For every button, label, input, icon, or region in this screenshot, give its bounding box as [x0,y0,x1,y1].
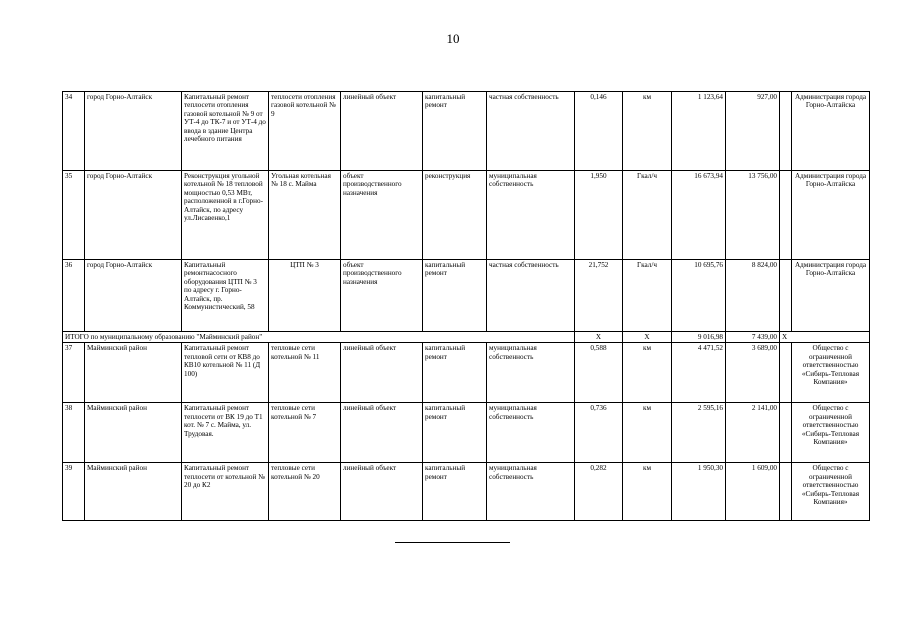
row-number: 35 [63,171,85,260]
table-row [63,343,870,403]
municipality-cell: город Горно-Алтайск [85,171,182,260]
municipality-cell: город Горно-Алтайск [85,92,182,171]
extra-cell [780,171,792,260]
work-type-cell: реконструкция [423,171,487,260]
work-type-cell: капитальный ремонт [423,463,487,521]
footer-divider [395,542,510,543]
object-type-cell: линейный объект [341,463,423,521]
cost-vat-cell: 3 689,00 [726,343,780,403]
subtotal-extra: Х [780,332,870,343]
executor-cell: Администрация города Горно-Алтайска [792,171,870,260]
row-number: 34 [63,92,85,171]
object-cell: Угольная котельная № 18 с. Майма [269,171,341,260]
unit-cell: км [623,92,672,171]
cost-total-cell: 4 471,52 [672,343,726,403]
subtotal-cost-vat: 7 439,00 [726,332,780,343]
ownership-cell: муниципальная собственность [487,463,575,521]
work-type-cell: капитальный ремонт [423,260,487,332]
object-type-cell: объект производственного назначения [341,171,423,260]
executor-cell: Общество с ограниченной ответственностью «Сибирь-Тепловая Компания» [792,343,870,403]
row-number: 38 [63,403,85,463]
object-cell: ЦТП № 3 [269,260,341,332]
extra-cell [780,92,792,171]
row-number: 39 [63,463,85,521]
municipality-cell: Майминский район [85,463,182,521]
cost-total-cell: 1 123,64 [672,92,726,171]
page-number: 10 [446,31,460,46]
cost-vat-cell: 927,00 [726,92,780,171]
extra-cell [780,403,792,463]
work-type-cell: капитальный ремонт [423,403,487,463]
work-type-cell: капитальный ремонт [423,92,487,171]
row-number: 36 [63,260,85,332]
extra-cell [780,343,792,403]
cost-vat-cell: 13 756,00 [726,171,780,260]
ownership-cell: муниципальная собственность [487,171,575,260]
unit-cell: км [623,343,672,403]
subtotal-unit: Х [623,332,672,343]
cost-total-cell: 1 950,30 [672,463,726,521]
ownership-cell: муниципальная собственность [487,403,575,463]
quantity-cell: 0,146 [575,92,623,171]
cost-total-cell: 10 695,76 [672,260,726,332]
object-cell: тепловые сети котельной № 11 [269,343,341,403]
object-type-cell: линейный объект [341,92,423,171]
object-type-cell: объект производственного назначения [341,260,423,332]
row-number: 37 [63,343,85,403]
table-row [63,260,870,332]
ownership-cell: частная собственность [487,260,575,332]
quantity-cell: 1,950 [575,171,623,260]
event-cell: Капитальный ремонт теплосети от ВК 19 до Т1 кот. № 7 с. Майма, ул. Трудовая. [182,403,269,463]
municipality-cell: Майминский район [85,403,182,463]
unit-cell: Гкал/ч [623,260,672,332]
cost-total-cell: 16 673,94 [672,171,726,260]
table-row [63,463,870,521]
quantity-cell: 0,588 [575,343,623,403]
event-cell: Капитальный ремонт теплосети от котельной № 20 до К2 [182,463,269,521]
object-cell: тепловые сети котельной № 7 [269,403,341,463]
cost-vat-cell: 1 609,00 [726,463,780,521]
extra-cell [780,260,792,332]
executor-cell: Общество с ограниченной ответственностью «Сибирь-Тепловая Компания» [792,463,870,521]
executor-cell: Администрация города Горно-Алтайска [792,260,870,332]
unit-cell: Гкал/ч [623,171,672,260]
quantity-cell: 0,736 [575,403,623,463]
cost-vat-cell: 2 141,00 [726,403,780,463]
cost-vat-cell: 8 824,00 [726,260,780,332]
event-cell: Реконструкция угольной котельной № 18 тепловой мощностью 0,53 МВт, расположенной в г.Горно-Алтайск, по адресу ул.Лисавенко,1 [182,171,269,260]
municipality-cell: Майминский район [85,343,182,403]
quantity-cell: 21,752 [575,260,623,332]
cost-total-cell: 2 595,16 [672,403,726,463]
object-type-cell: линейный объект [341,403,423,463]
object-cell: теплосети отопления газовой котельной № 9 [269,92,341,171]
investment-table [62,91,870,521]
unit-cell: км [623,403,672,463]
subtotal-row [63,332,870,343]
unit-cell: км [623,463,672,521]
ownership-cell: муниципальная собственность [487,343,575,403]
event-cell: Капитальный ремонтнасосного оборудования ЦТП № 3 по адресу г. Горно-Алтайск, пр. Коммунистический, 58 [182,260,269,332]
object-type-cell: линейный объект [341,343,423,403]
table-row [63,403,870,463]
quantity-cell: 0,282 [575,463,623,521]
executor-cell: Общество с ограниченной ответственностью «Сибирь-Тепловая Компания» [792,403,870,463]
table-row [63,171,870,260]
executor-cell: Администрация города Горно-Алтайска [792,92,870,171]
table-row [63,92,870,171]
object-cell: тепловые сети котельной № 20 [269,463,341,521]
event-cell: Капитальный ремонт теплосети отопления газовой котельной № 9 от УТ-4 до ТК-7 и от УТ-4 до ввода в здание Центра лечебного питания [182,92,269,171]
event-cell: Капитальный ремонт тепловой сети от КВ8 до КВ10 котельной № 11 (Д 100) [182,343,269,403]
subtotal-label: ИТОГО по муниципальному образованию "Майминский район" [63,332,575,343]
ownership-cell: частная собственность [487,92,575,171]
extra-cell [780,463,792,521]
subtotal-quantity: Х [575,332,623,343]
municipality-cell: город Горно-Алтайск [85,260,182,332]
work-type-cell: капитальный ремонт [423,343,487,403]
subtotal-cost-total: 9 016,98 [672,332,726,343]
